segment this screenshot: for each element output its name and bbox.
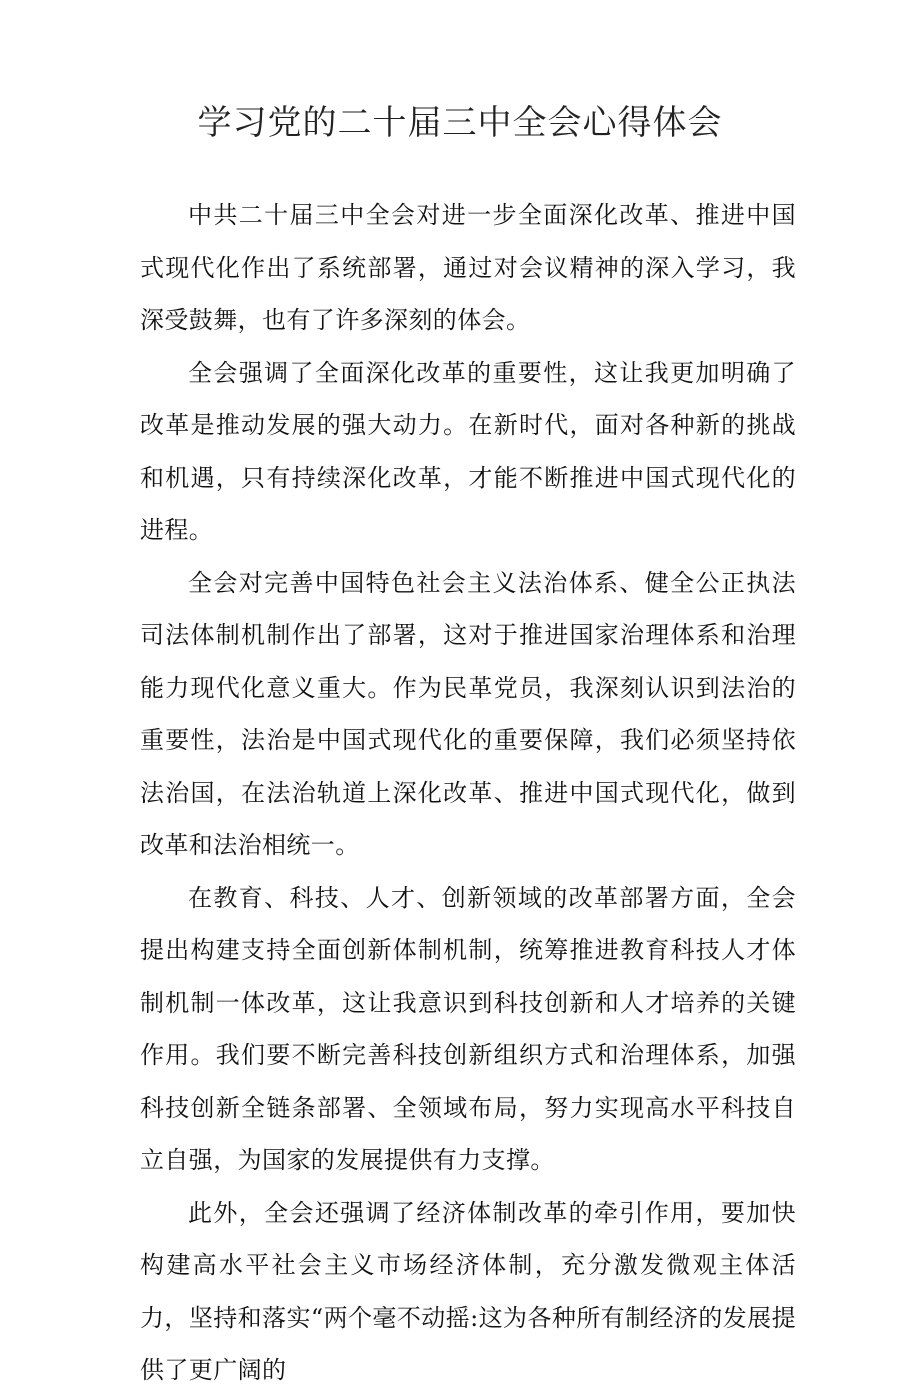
paragraph-2: 全会强调了全面深化改革的重要性，这让我更加明确了改革是推动发展的强大动力。在新时代，面对各种新的挑战和机遇，只有持续深化改革，才能不断推进中国式现代化的进程。: [140, 358, 796, 544]
paragraph-5: 此外，全会还强调了经济体制改革的牵引作用，要加快构建高水平社会主义市场经济体制，充分激发微观主体活力，坚持和落实“两个毫不动摇:这为各种所有制经济的发展提供了更广阔的: [140, 1198, 796, 1384]
document-body: [140, 189, 796, 1397]
paragraph-4: 在教育、科技、人才、创新领域的改革部署方面，全会提出构建支持全面创新体制机制，统筹推进教育科技人才体制机制一体改革，这让我意识到科技创新和人才培养的关键作用。我们要不断完善科技创新组织方式和治理体系，加强科技创新全链条部署、全领域布局，努力实现高水平科技自立自强，为国家的发展提供有力支撑。: [140, 883, 796, 1174]
paragraph-3: 全会对完善中国特色社会主义法治体系、健全公正执法司法体制机制作出了部署，这对于推进国家治理体系和治理能力现代化意义重大。作为民革党员，我深刻认识到法治的重要性，法治是中国式现代化的重要保障，我们必须坚持依法治国，在法治轨道上深化改革、推进中国式现代化，做到改革和法治相统一。: [140, 568, 796, 859]
paragraph-1: 中共二十届三中全会对进一步全面深化改革、推进中国式现代化作出了系统部署，通过对会议精神的深入学习，我深受鼓舞，也有了许多深刻的体会。: [140, 201, 796, 334]
document-title: 学习党的二十届三中全会心得体会: [197, 103, 723, 143]
